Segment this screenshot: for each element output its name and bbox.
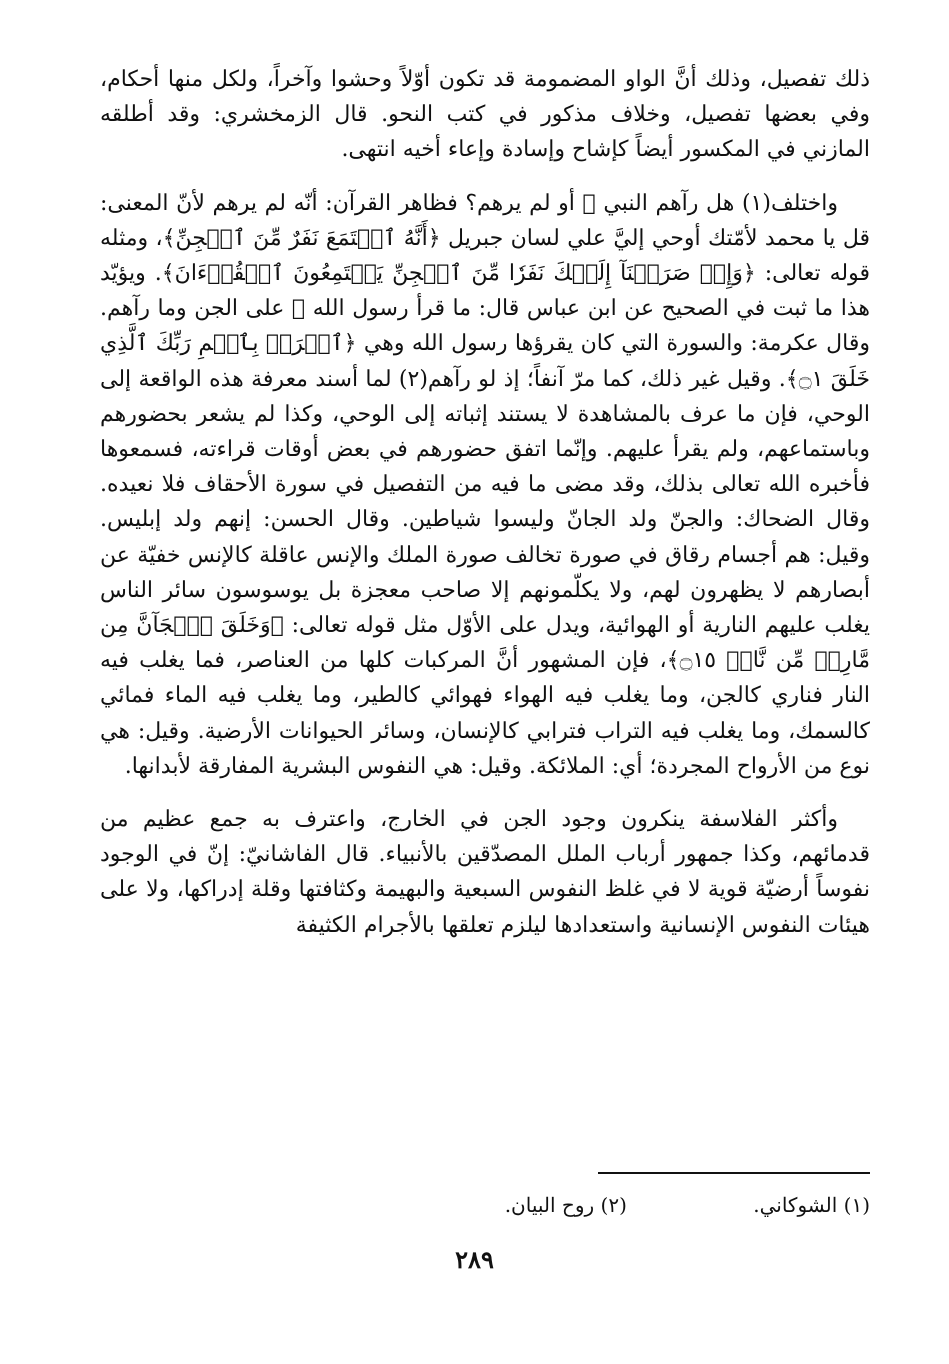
footnote-2: (٢) روح البيان. (504, 1193, 627, 1217)
paragraph-1: ذلك تفصيل، وذلك أنَّ الواو المضمومة قد تكون أوّلاً وحشوا وآخراً، ولكل منها أحكام، وفي بعضها تفصيل، وخلاف مذكور في كتب النحو. قال الزمخشري: وقد أطلقه المازني في المكسور أيضاً كإشاح وإسادة وإعاء أخيه انتهى. (100, 67, 870, 163)
paragraph-3: وأكثر الفلاسفة ينكرون وجود الجن في الخارج، واعترف به جمع عظيم من قدمائهم، وكذا جمهور أرباب الملل المصدّقين بالأنبياء. قال الفاشانيّ: إنّ في الوجود نفوساً أرضيّة قوية لا في غلظ النفوس السبعية والبهيمة وكثافتها وقلة إدراكها، ولا على هيئات النفوس الإنسانية واستعدادها ليلزم تعلقها بالأجرام الكثيفة (100, 807, 870, 938)
page-number: ٢٨٩ (455, 1245, 494, 1274)
paragraph-2: واختلف(١) هل رآهم النبي ﷺ أو لم يرهم؟ فظاهر القرآن: أنّه لم يرهم لأنّ المعنى: قل يا محمد لأمّتك أوحي إليَّ علي لسان جبريل ﴿أَنَّهُ ٱسۡتَمَعَ نَفَرٌ مِّنَ ٱلۡجِنِّ﴾، ومثله قوله تعالى: ﴿وَإِذۡ صَرَفۡنَآ إِلَيۡكَ نَفَرٗا مِّنَ ٱلۡجِنِّ يَسۡتَمِعُونَ ٱلۡقُرۡءَانَ﴾. ويؤيّد هذا ما ثبت في الصحيح عن ابن عباس قال: ما قرأ رسول الله ﷺ على الجن وما رآهم. وقال عكرمة: والسورة التي كان يقرؤها رسول الله وهي ﴿ٱقۡرَأۡ بِٱسۡمِ رَبِّكَ ٱلَّذِي خَلَقَ ۝١﴾. وقيل غير ذلك، كما مرّ آنفاً؛ إذ لو رآهم(٢) لما أسند معرفة هذه الواقعة إلى الوحي، فإن ما عرف بالمشاهدة لا يستند إثباته إلى الوحي، وكذا لم يشعر بحضورهم وباستماعهم، ولم يقرأ عليهم. وإنّما اتفق حضورهم في بعض أوقات قراءته، فسمعوها فأخبره الله تعالى بذلك، وقد مضى ما فيه من التفصيل في سورة الأحقاف فلا نعيده. وقال الضحاك: والجنّ ولد الجانّ وليسوا شياطين. وقال الحسن: إنهم ولد إبليس. وقيل: هم أجسام رقاق في صورة تخالف صورة الملك والإنس عاقلة كالإنس خفيّة عن أبصارهم لا يظهرون لهم، ولا يكلّمونهم إلا صاحب معجزة بل يوسوسون سائر الناس يغلب عليهم النارية أو الهوائية، ويدل على الأوّل مثل قوله تعالى: ﴿وَخَلَقَ ٱلۡجَآنَّ مِن مَّارِجٖ مِّن نَّارٖ ۝١٥﴾، فإن المشهور أنَّ المركبات كلها من العناصر، فما يغلب فيه النار فناري كالجن، وما يغلب فيه الهواء فهوائي كالطير، وما يغلب فيه الماء فمائي كالسمك، وما يغلب فيه التراب فترابي كالإنسان، وسائر الحيوانات الأرضية. وقيل: هي نوع من الأرواح المجردة؛ أي: الملائكة. وقيل: هي النفوس البشرية المفارقة لأبدانها. (100, 190, 871, 779)
main-text (100, 62, 870, 943)
footnote-separator (598, 1172, 870, 1174)
footnotes (100, 1192, 870, 1218)
footnote-1: (١) الشوكاني. (753, 1193, 870, 1217)
